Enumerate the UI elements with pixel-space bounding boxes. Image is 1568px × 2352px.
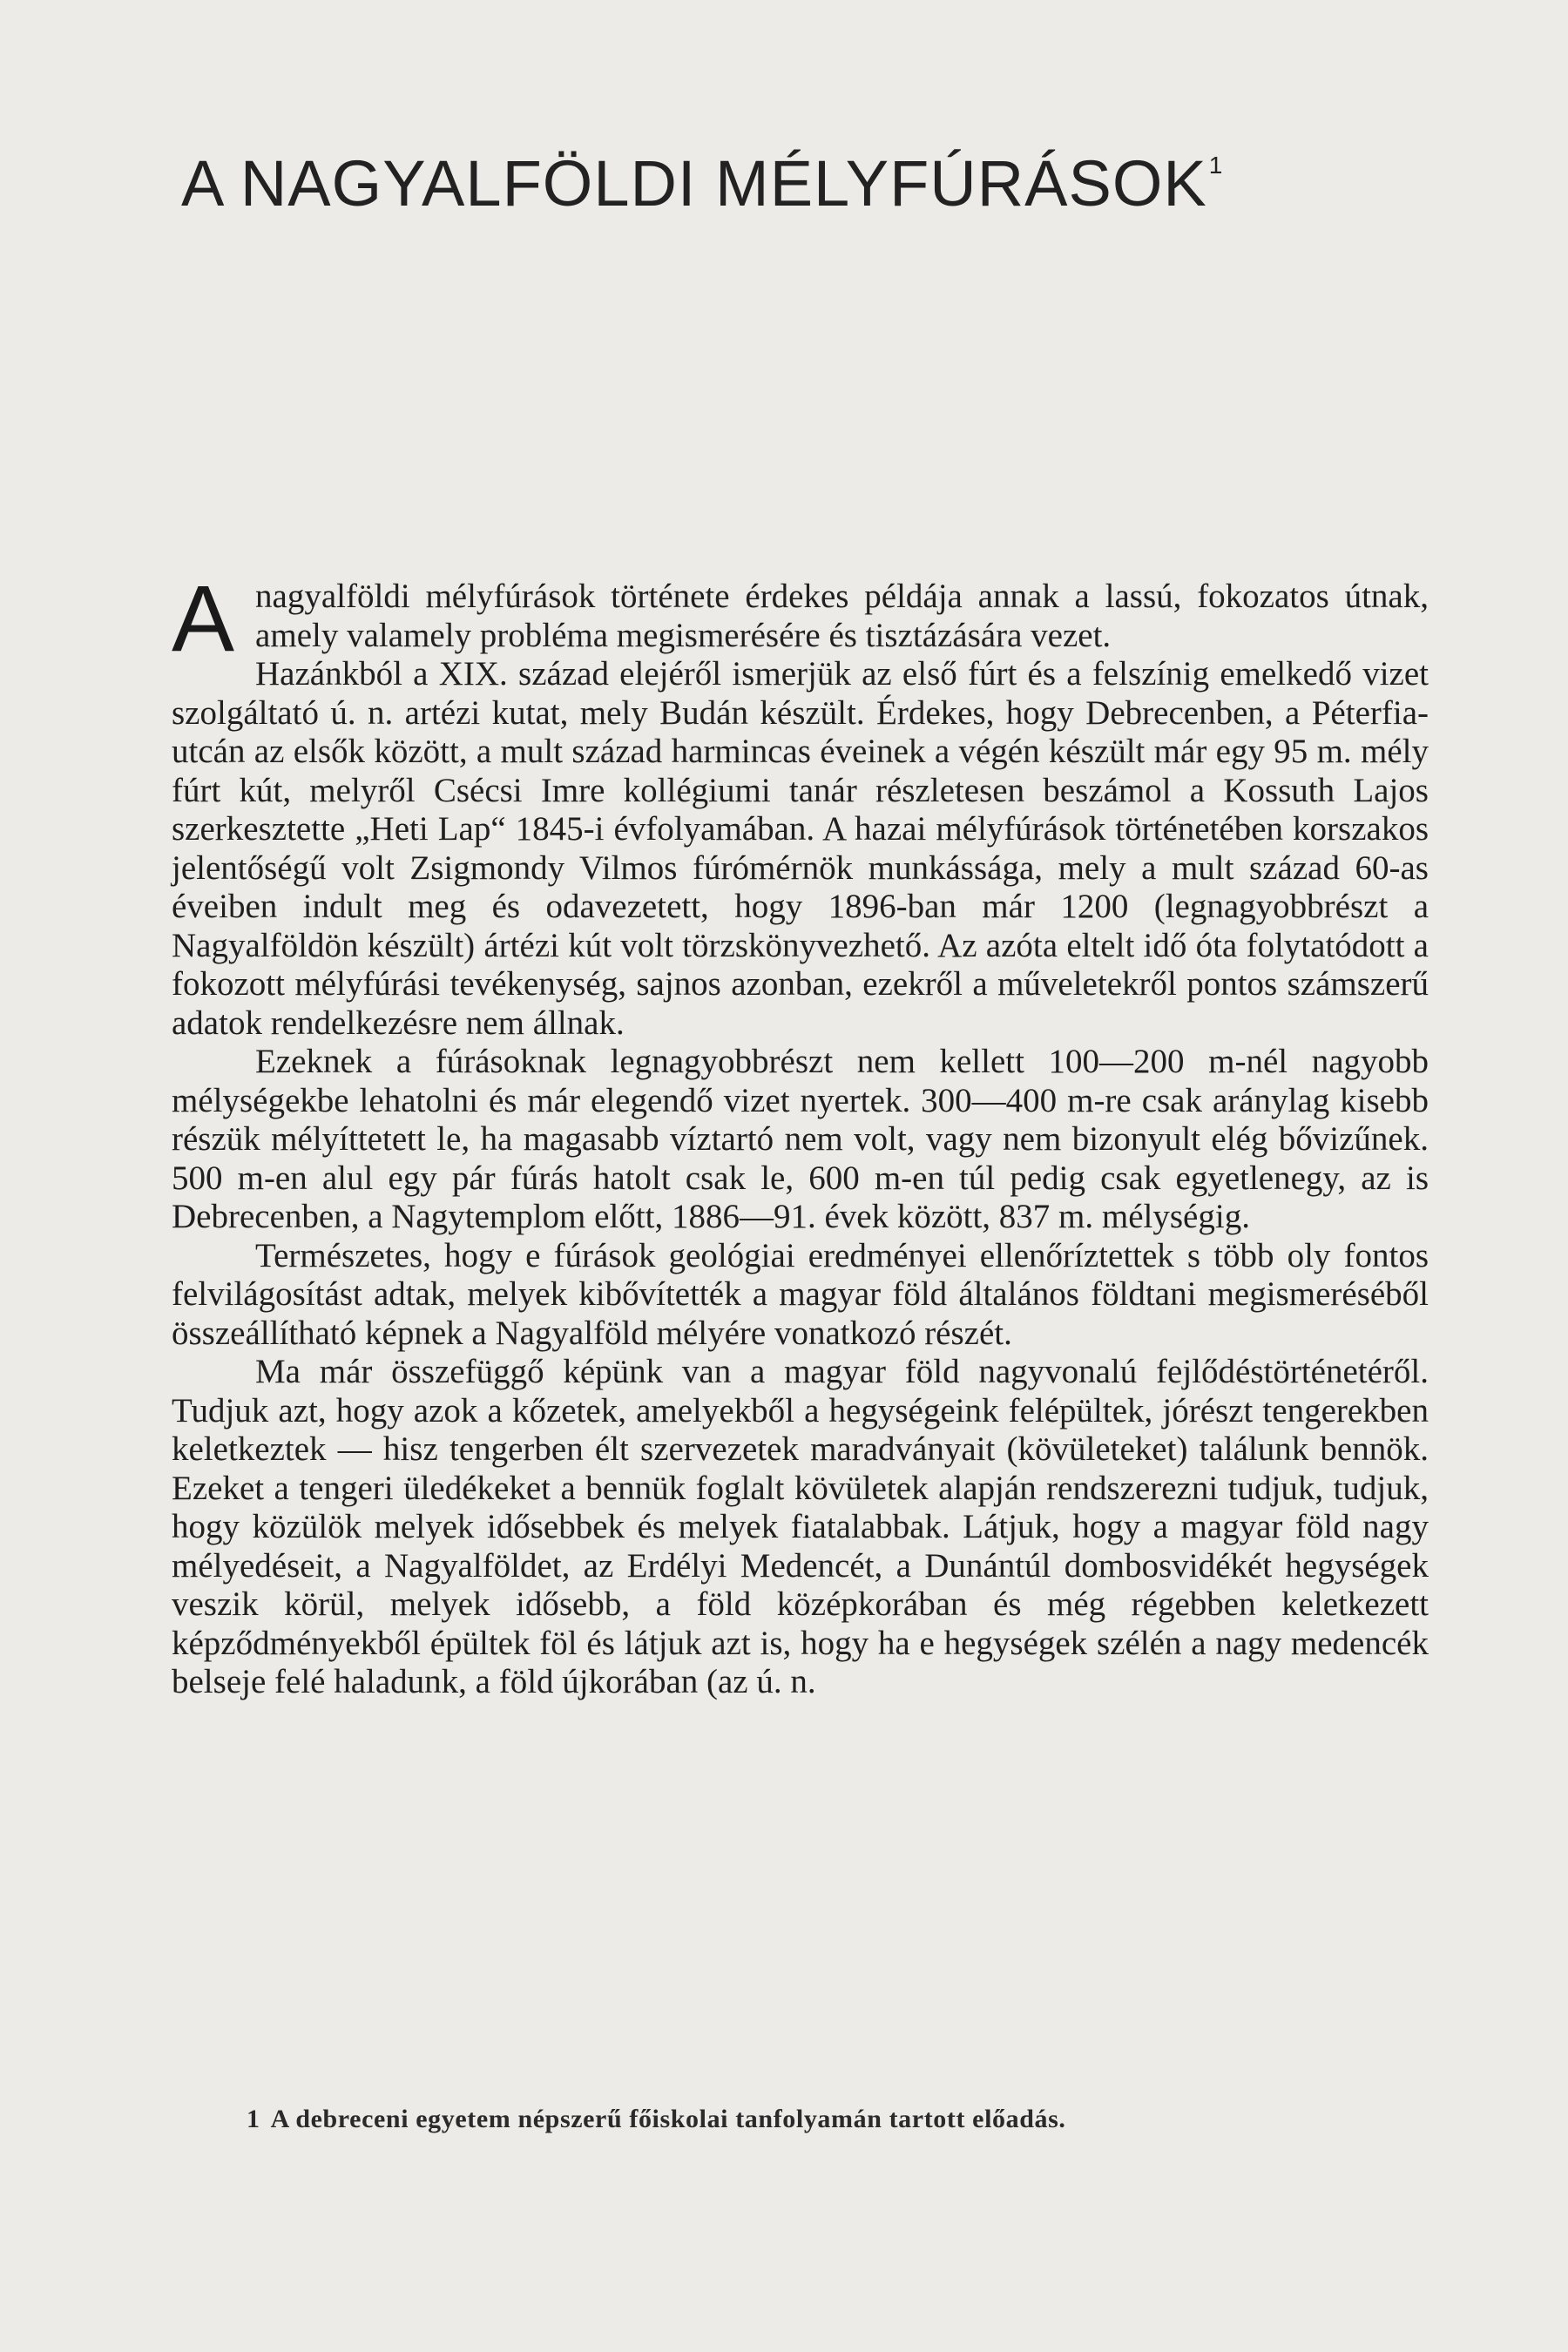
paragraph-1 bbox=[172, 565, 1429, 671]
footnote-marker: 1 bbox=[247, 2105, 260, 2133]
page-title bbox=[181, 146, 1223, 220]
drop-cap: A bbox=[172, 565, 235, 671]
title-text: A NAGYALFÖLDI MÉLYFÚRÁSOK bbox=[181, 147, 1207, 220]
paragraph-3: Ezeknek a fúrásoknak legnagyobbrészt nem kellett 100—200 m-nél nagyobb mélységekbe lehatolni és már elegendő vizet nyertek. 300—400 m-re csak aránylag kisebb részük mélyíttetett le, ha magasabb víztartó nem volt, vagy nem bizonyult elég bővizűnek. 500 m-en alul egy pár fúrás hatolt csak le, 600 m-en túl pedig csak egyetlenegy, az is Debrecenben, a Nagytemplom előtt, 1886—91. évek között, 837 m. mélységig. bbox=[172, 1043, 1429, 1235]
title-footnote-ref: 1 bbox=[1208, 152, 1224, 179]
paragraph-2: Hazánkból a XIX. század elejéről ismerjük az első fúrt és a felszínig emelkedő vizet szolgáltató ú. n. artézi kutat, mely Budán készült. Érdekes, hogy Debrecenben, a Péterfia-utcán az elsők között, a mult század harmincas éveinek a végén készült már egy 95 m. mély fúrt kút, melyről Csécsi Imre kollégiumi tanár részletesen beszámol a Kossuth Lajos szerkesztette „Heti Lap“ 1845-i évfolyamában. A hazai mélyfúrások történetében korszakos jelentőségű volt Zsigmondy Vilmos fúrómérnök munkássága, mely a mult század 60-as éveiben indult meg és odavezetett, hogy 1896-ban már 1200 (legnagyobbrészt a Nagyalföldön készült) ártézi kút volt törzskönyvezhető. Az azóta eltelt idő óta folytatódott a fokozott mélyfúrási tevékenység, sajnos azonban, ezekről a műveletekről pontos számszerű adatok rendelkezésre nem állnak. bbox=[172, 655, 1429, 1042]
footnote-text: A debreceni egyetem népszerű főiskolai tanfolyamán tartott előadás. bbox=[270, 2105, 1066, 2133]
footnote bbox=[247, 2105, 1065, 2134]
paragraph-5: Ma már összefüggő képünk van a magyar föld nagyvonalú fejlődéstörténetéről. Tudjuk azt, hogy azok a kőzetek, amelyekből a hegységeink felépültek, jórészt tengerekben keletkeztek — hisz tengerben élt szervezetek maradványait (kövületeket) találunk bennök. Ezeket a tengeri üledékeket a bennük foglalt kövületek alapján rendszerezni tudjuk, tudjuk, hogy közülök melyek idősebbek és melyek fiatalabbak. Látjuk, hogy a magyar föld nagy mélyedéseit, a Nagyalföldet, az Erdélyi Medencét, a Dunántúl dombosvidékét hegységek veszik körül, melyek idősebb, a föld középkorában és még régebben keletkezett képződményekből épültek föl és látjuk azt is, hogy ha e hegységek szélén a nagy medencék belseje felé haladunk, a föld újkorában (az ú. n. bbox=[172, 1353, 1429, 1700]
article-body bbox=[172, 565, 1429, 1702]
paragraph-1-text: nagyalföldi mélyfúrások története érdekes példája annak a lassú, fokozatos útnak, amely valamely probléma megismerésére és tisztázására vezet. bbox=[255, 578, 1429, 654]
paragraph-4: Természetes, hogy e fúrások geológiai eredményei ellenőríztettek s több oly fontos felvilágosítást adtak, melyek kibővítették a magyar föld általános földtani megismeréséből összeállítható képnek a Nagyalföld mélyére vonatkozó részét. bbox=[172, 1236, 1429, 1352]
